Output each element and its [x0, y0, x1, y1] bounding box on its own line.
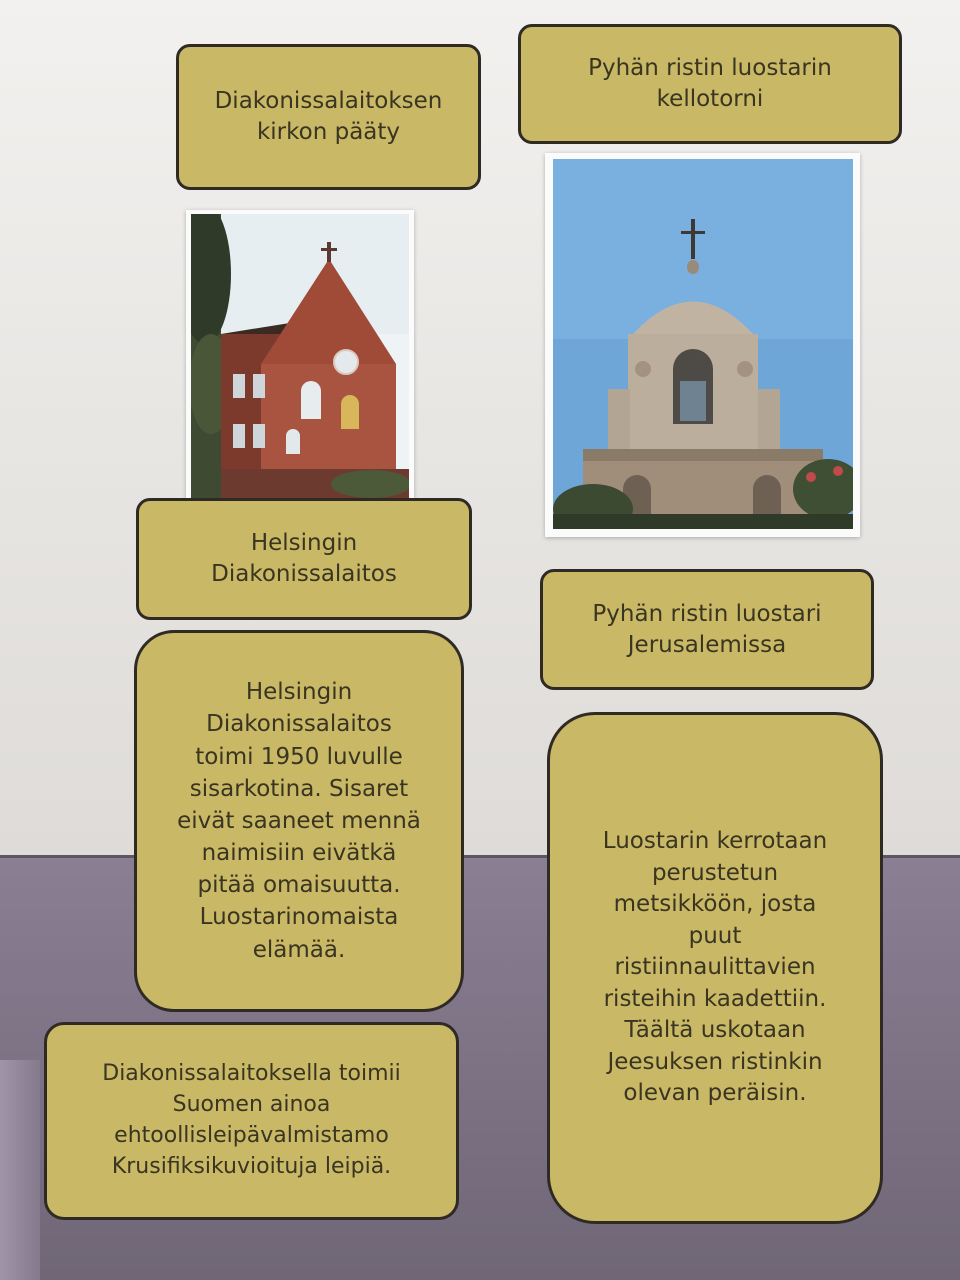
monastery-title-text: Pyhän ristin luostari Jerusalemissa	[592, 600, 822, 658]
church-gable-caption	[176, 44, 481, 190]
bell-tower-caption-text: Pyhän ristin luostarin kellotorni	[588, 55, 832, 112]
bell-tower-caption	[518, 24, 902, 144]
bell-tower-photo	[545, 153, 860, 537]
church-photo	[186, 210, 414, 510]
church-gable-caption-text: Diakonissalaitoksen kirkon pääty	[214, 88, 443, 145]
monastery-description-text: Luostarin kerrotaan perustetun metsikköön, josta puut ristiinnaulittavien risteihin kaadettiin. Täältä uskotaan Jeesuksen ristinkin olevan peräisin.	[602, 828, 828, 1107]
monastery-title-box	[540, 569, 874, 690]
monastery-description-box	[547, 712, 883, 1224]
bakery-box	[44, 1022, 459, 1220]
helsinki-title-text: Helsingin Diakonissalaitos	[211, 530, 397, 587]
bakery-text: Diakonissalaitoksella toimii Suomen ainoa ehtoollisleipävalmistamo Krusifiksikuvioituja leipiä.	[102, 1061, 401, 1179]
background-left-panel	[0, 1060, 40, 1280]
helsinki-description-text: Helsingin Diakonissalaitos toimi 1950 luvulle sisarkotina. Sisaret eivät saaneet mennä naimisiin eivätkä pitää omaisuutta. Luostarinomaista elämää.	[177, 679, 421, 963]
helsinki-description-box	[134, 630, 464, 1012]
helsinki-title-box	[136, 498, 472, 620]
